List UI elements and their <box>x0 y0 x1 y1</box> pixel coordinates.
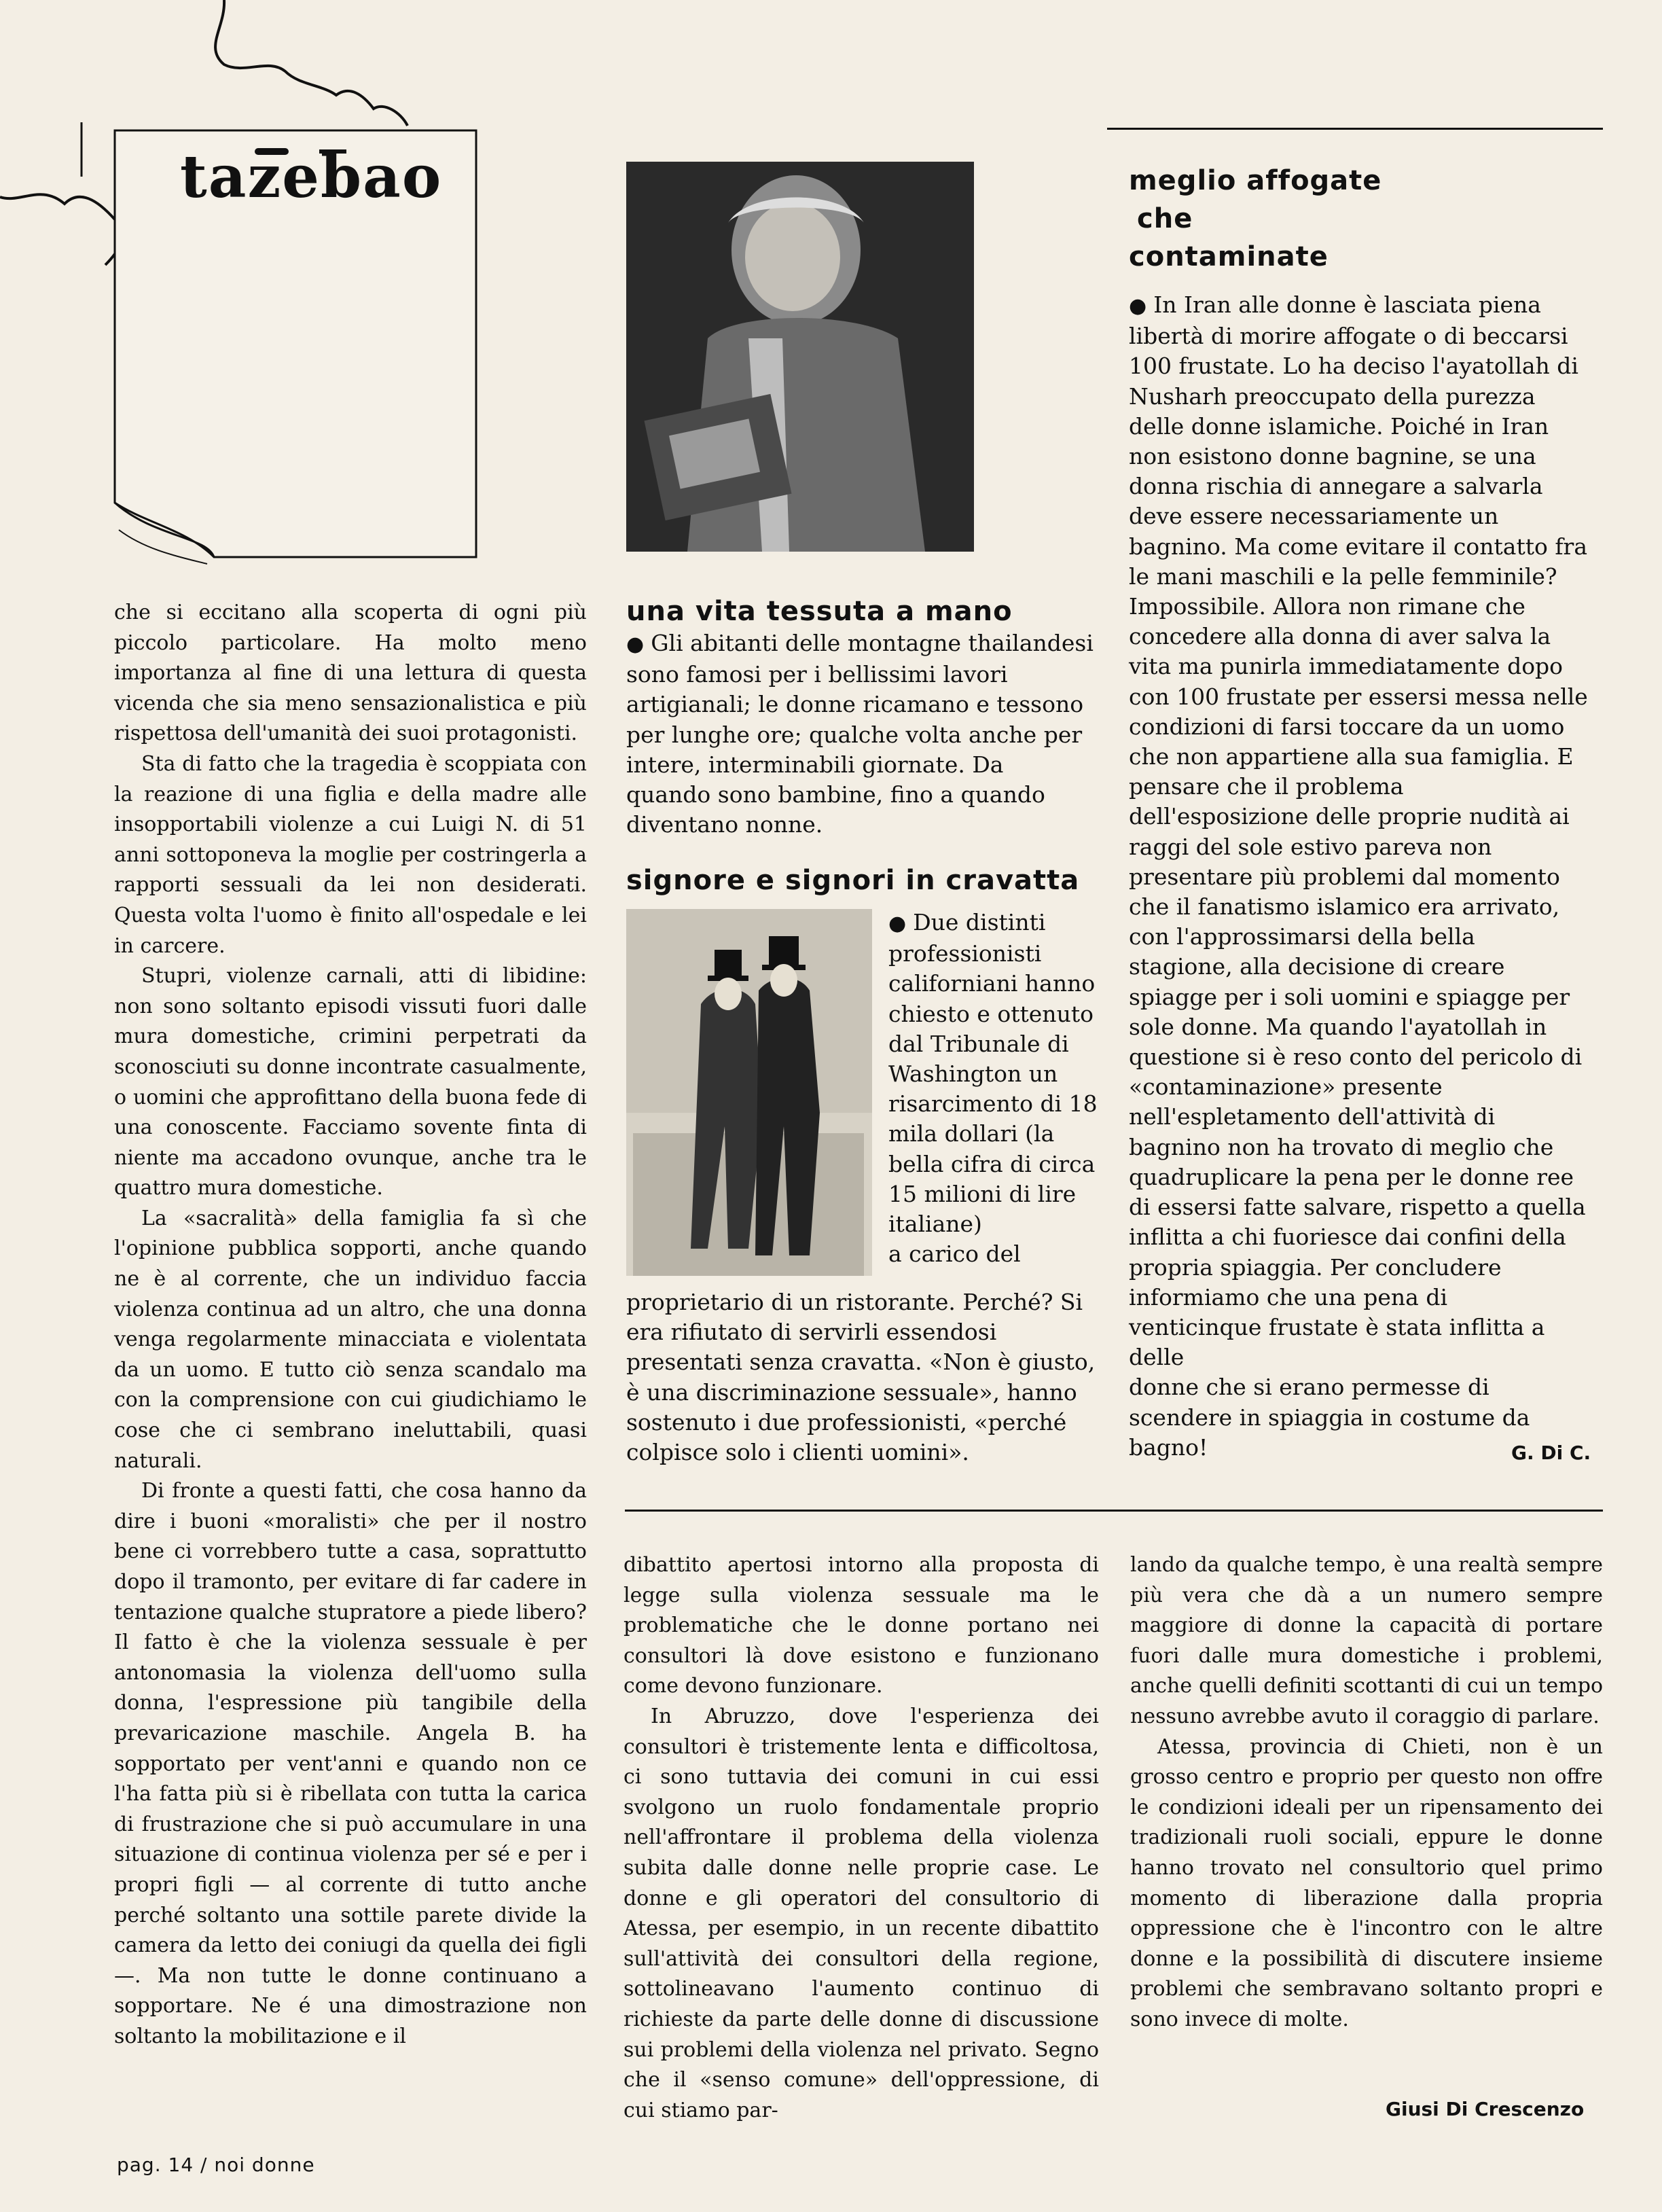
iran-title-line: contaminate <box>1129 241 1329 272</box>
iran-line: bagnino non ha trovato di meglio che <box>1129 1133 1554 1160</box>
iran-item-signature: G. Di C. <box>1511 1442 1591 1464</box>
middle-paragraph: dibattito apertosi intorno alla proposta di legge sulla violenza sessuale ma le problematiche che le donne portano nei consultori là dove esistono e funzionano come devono funzionare. <box>624 1553 1099 1698</box>
left-paragraph: Sta di fatto che la tragedia è scoppiata con la reazione di una figlia e della madre alle insopportabili violenze a cui Luigi N. di 51 anni sottoponeva la moglie per costringerla a rapporti sessuali da lei non desiderati. Questa volta l'uomo è finito all'ospedale e lei in carcere. <box>114 751 587 958</box>
left-paragraph: Di fronte a questi fatti, che cosa hanno da dire i buoni «moralisti» che per il nostro bene ci vorrebbero tutte a casa, soprattutto dopo il tramonto, per evitare di far cadere in tentazione qualche stupratore a piede libero? Il fatto è che la violenza sessuale è per antonomasia la violenza dell'uomo sulla donna, l'espressione più tangibile della prevaricazione maschile. Angela B. ha sopportato per vent'anni e quando non ce l'ha fatta più si è ribellata con tutta la carica di frustrazione che si può accumulare in una situazione di continua violenza per sé e per i propri figli — al corrente di tutto anche perché soltanto una sottile parete divide la camera da letto dei coniugi da quella dei figli —. Ma non tutte le donne continuano a sopportare. Ne é una dimostrazione non soltanto la mobilitazione e il <box>114 1479 587 2048</box>
iran-line: «contaminazione» presente <box>1129 1073 1443 1101</box>
tie-line: chiesto e ottenuto <box>888 1000 1094 1027</box>
weave-item-body: Gli abitanti delle montagne thailandesi sono famosi per i bellissimi lavori artigianali; le donne ricamano e tessono per lunghe ore; qualche volta anche per intere, interminabili giornate. Da quando sono bambine, fino a quando diventano nonne. <box>626 630 1094 838</box>
tie-line: Due distinti <box>913 909 1046 935</box>
iran-line: deve essere necessariamente un <box>1129 503 1499 530</box>
iran-line: non esistono donne bagnine, se una <box>1129 443 1536 470</box>
iran-line: 100 frustate. Lo ha deciso l'ayatollah di <box>1129 353 1578 380</box>
tie-item-title: signore e signori in cravatta <box>626 865 1080 896</box>
iran-line: di essersi fatte salvare, rispetto a quella <box>1129 1194 1586 1221</box>
bullet-icon: ● <box>1129 294 1147 318</box>
top-rule <box>1107 128 1603 130</box>
middle-rule <box>625 1510 1603 1512</box>
middle-column-article <box>624 1550 1099 2126</box>
iran-line: dell'esposizione delle proprie nudità ai <box>1129 803 1570 830</box>
tie-line: 15 milioni di lire <box>888 1180 1077 1207</box>
iran-line: Impossibile. Allora non rimane che <box>1129 593 1525 620</box>
iran-line: sole donne. Ma quando l'ayatollah in <box>1129 1013 1547 1040</box>
iran-line: con l'approssimarsi della bella <box>1129 923 1475 950</box>
iran-line: propria spiaggia. Per concludere <box>1129 1253 1502 1281</box>
weave-item-title: una vita tessuta a mano <box>626 596 1013 627</box>
left-paragraph: La «sacralità» della famiglia fa sì che l'opinione pubblica sopporti, anche quando ne è al corrente, che un individuo faccia violenza continua ad un altro, che una donna venga regolarmente minacciata e violentata da un uomo. E tutto ciò senza scandalo ma con la comprensione con cui giudichiamo le cose che ci sembrano ineluttabili, quasi naturali. <box>114 1206 587 1473</box>
right-paragraph: Atessa, provincia di Chieti, non è un grosso centro e proprio per questo non offre le condizioni ideali per un ripensamento dei tradizionali ruoli sociali, eppure le donne hanno trovato nel consultorio quel primo momento di liberazione dalla propria oppressione che è l'incontro con le altre donne e la possibilità di discutere insieme problemi che sembravano soltanto propri e sono invece di molte. <box>1130 1734 1603 2031</box>
iran-line: bagnino. Ma come evitare il contatto fra <box>1129 533 1588 560</box>
tie-line: dal Tribunale di <box>888 1030 1069 1057</box>
tie-line: a carico del <box>888 1241 1021 1268</box>
tie-item-side-text <box>888 908 1099 1269</box>
iran-line: inflitta a chi fuoriesce dai confini della <box>1129 1224 1566 1251</box>
weave-item-text <box>626 628 1095 840</box>
iran-line: pensare che il problema <box>1129 773 1404 800</box>
bullet-icon: ● <box>888 912 907 935</box>
iran-line: stagione, alla decisione di creare <box>1129 953 1505 980</box>
iran-item-title <box>1129 162 1381 276</box>
tie-line: professionisti <box>888 940 1042 967</box>
iran-line: le mani maschili e la pelle femminile? <box>1129 563 1557 590</box>
page-footer: pag. 14 / noi donne <box>117 2154 315 2176</box>
iran-item-text <box>1129 290 1604 1463</box>
iran-line: libertà di morire affogate o di beccarsi <box>1129 323 1568 350</box>
iran-line: venticinque frustate è stata inflitta a delle <box>1129 1313 1545 1371</box>
gentlemen-illustration <box>626 909 872 1276</box>
iran-line: concedere alla donna di aver salva la <box>1129 623 1551 650</box>
right-paragraph: lando da qualche tempo, è una realtà sempre più vera che dà a un numero sempre maggiore di donne la capacità di portare fuori dalle mura domestiche i problemi, anche quelli definiti scottanti di cui un tempo nessuno avrebbe avuto il coraggio di parlare. <box>1130 1553 1603 1728</box>
iran-line: scendere in spiaggia in costume da <box>1129 1404 1530 1431</box>
left-paragraph: Stupri, violenze carnali, atti di libidine: non sono soltanto episodi vissuti fuori dalle mura domestiche, crimini perpetrati da sconosciuti su donne incontrate casualmente, o uomini che approfittano della buona fede di una conoscente. Facciamo sovente finta di niente ma accadono ovunque, anche tra le quattro mura domestiche. <box>114 964 587 1200</box>
iran-line: raggi del sole estivo pareva non <box>1129 833 1492 860</box>
iran-title-line: meglio affogate <box>1129 165 1382 196</box>
iran-line: presentare più problemi dal momento <box>1129 863 1560 890</box>
iran-line: In Iran alle donne è lasciata piena <box>1153 291 1541 318</box>
iran-line: donne che si erano permesse di <box>1129 1374 1489 1401</box>
iran-line: spiagge per i soli uomini e spiagge per <box>1129 983 1570 1010</box>
masthead-title: tazebao <box>180 143 443 211</box>
left-column-article <box>114 598 587 2052</box>
right-column-article <box>1130 1550 1603 2035</box>
tie-body-text: proprietario di un ristorante. Perché? Si era rifiutato di servirli essendosi presentati senza cravatta. «Non è giusto, è una discriminazione sessuale», hanno sostenuto i due professionisti, «perché colpisce solo i clienti uomini». <box>626 1289 1096 1466</box>
iran-line: questione si è reso conto del pericolo di <box>1129 1043 1583 1071</box>
middle-paragraph: In Abruzzo, dove l'esperienza dei consultori è tristemente lenta e difficoltosa, ci sono tuttavia dei comuni in cui essi svolgono un ruolo fondamentale proprio nell'affrontare il problema della violenza subita dalle donne nelle proprie case. Le donne e gli operatori del consultorio di Atessa, per esempio, in un recente dibattito sull'attività dei consultori della regione, sottolineavano l'aumento continuo di richieste da parte delle donne di discussione sui problemi della violenza nel privato. Segno che il «senso comune» dell'oppressione, di cui stiamo par- <box>624 1704 1099 2122</box>
iran-line: delle donne islamiche. Poiché in Iran <box>1129 412 1549 440</box>
iran-line: Nusharh preoccupato della purezza <box>1129 382 1536 410</box>
iran-line: che non appartiene alla sua famiglia. E <box>1129 743 1574 770</box>
iran-line: nell'espletamento dell'attività di <box>1129 1103 1496 1130</box>
tie-line: risarcimento di 18 <box>888 1090 1098 1118</box>
tie-line: italiane) <box>888 1211 982 1238</box>
tie-line: Washington un <box>888 1060 1058 1088</box>
iran-line: condizioni di farsi toccare da un uomo <box>1129 713 1565 740</box>
article-signature: Giusi Di Crescenzo <box>1386 2098 1585 2120</box>
iran-title-line: che <box>1137 203 1193 234</box>
bullet-icon: ● <box>626 632 645 656</box>
tie-item-body <box>626 1287 1102 1467</box>
iran-line: che il fanatismo islamico era arrivato, <box>1129 893 1560 921</box>
iran-line: quadruplicare la pena per le donne ree <box>1129 1163 1574 1190</box>
iran-line: vita ma punirla immediatamente dopo <box>1129 653 1564 680</box>
iran-line: informiamo che una pena di <box>1129 1283 1448 1310</box>
tie-line: mila dollari (la <box>888 1120 1055 1147</box>
iran-line: con 100 frustate per essersi messa nelle <box>1129 683 1588 710</box>
iran-line: donna rischia di annegare a salvarla <box>1129 473 1543 500</box>
iran-line: bagno! <box>1129 1433 1208 1461</box>
tie-line: californiani hanno <box>888 970 1096 997</box>
left-paragraph: che si eccitano alla scoperta di ogni più piccolo particolare. Ha molto meno importanza al fine di una lettura di questa vicenda che sia meno sensazionalistica e più rispettosa dell'umanità dei suoi protagonisti. <box>114 601 587 746</box>
weaver-photo <box>626 162 974 552</box>
tie-line: bella cifra di circa <box>888 1150 1096 1177</box>
